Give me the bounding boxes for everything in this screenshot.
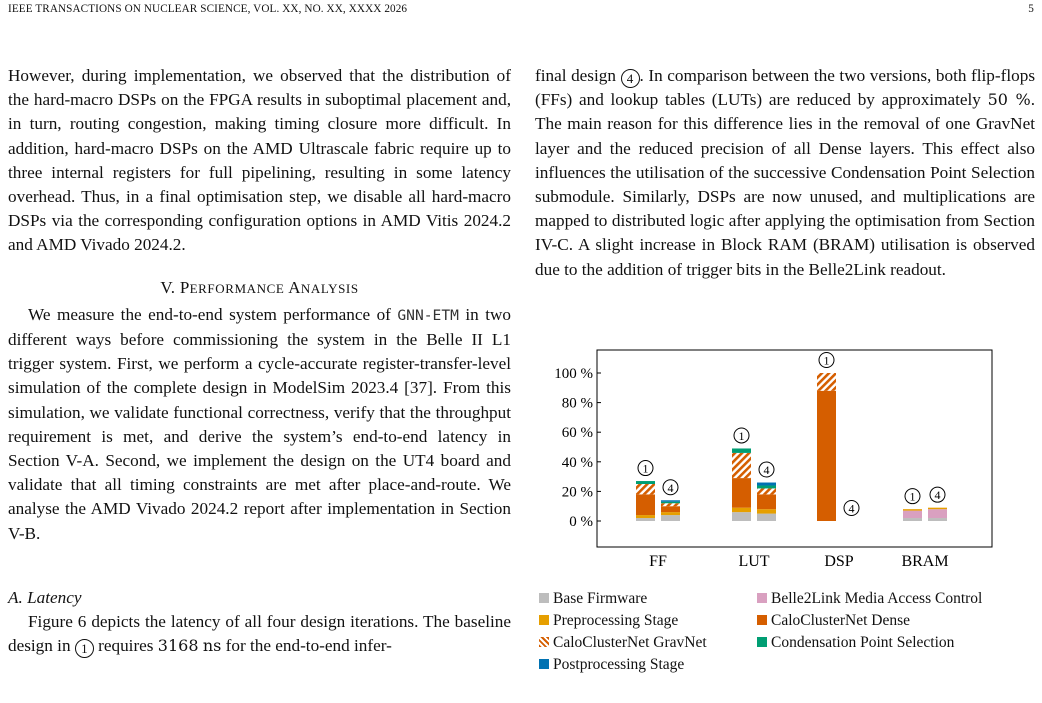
legend-item — [539, 588, 647, 610]
bar-segment — [928, 508, 947, 509]
bar-segment — [732, 448, 751, 452]
legend-swatch — [539, 593, 549, 603]
bar-segment — [661, 506, 680, 512]
subsection-heading: A. Latency — [8, 587, 82, 607]
bar-label: 4 — [848, 501, 855, 516]
y-tick-label: 20 % — [561, 484, 593, 501]
legend-label: Belle2Link Media Access Control — [771, 590, 983, 607]
bar-segment — [636, 484, 655, 494]
y-tick-label: 40 % — [561, 454, 593, 471]
bar-segment — [757, 494, 776, 509]
code-gnn-etm: GNN-ETM — [397, 306, 459, 324]
x-tick-label: LUT — [738, 553, 770, 570]
bar-segment — [636, 515, 655, 518]
bar-label: 4 — [667, 480, 674, 495]
right-column — [535, 64, 1035, 282]
running-header — [8, 3, 1034, 19]
legend-label: Base Firmware — [553, 590, 648, 607]
bar-segment — [732, 508, 751, 512]
bar-segment — [661, 503, 680, 506]
x-tick-label: DSP — [824, 553, 854, 570]
legend-label: CaloClusterNet GravNet — [553, 634, 707, 651]
y-tick-label: 60 % — [561, 425, 593, 442]
bar-segment — [732, 478, 751, 508]
legend-item — [757, 610, 910, 632]
bar-label: 4 — [763, 463, 770, 478]
legend-item — [539, 632, 707, 654]
y-tick-label: 0 % — [569, 514, 593, 530]
left-column — [8, 64, 511, 658]
y-tick-label: 80 % — [561, 395, 593, 412]
legend-swatch — [757, 593, 767, 603]
bar-segment — [732, 512, 751, 521]
bar-label: 1 — [909, 489, 916, 504]
x-tick-label: BRAM — [901, 553, 949, 570]
bar-segment — [928, 518, 947, 521]
paragraph-latency: Figure 6 depicts the latency of all four design iterations. The baseline design in 1 requires 3168 ns for the end-to-end infer- — [8, 612, 511, 657]
bar-label: 1 — [738, 428, 745, 443]
bar-segment — [903, 511, 922, 518]
resource-utilisation-chart — [535, 340, 1035, 585]
legend-swatch — [539, 637, 549, 647]
journal-header: IEEE TRANSACTIONS ON NUCLEAR SCIENCE, VOL. XX, NO. XX, XXXX 2026 — [8, 3, 408, 15]
bar-segment — [757, 485, 776, 488]
bar-segment — [903, 518, 922, 521]
page-number: 5 — [1028, 3, 1034, 15]
legend-swatch — [539, 659, 549, 669]
legend-label: Preprocessing Stage — [553, 612, 679, 629]
bar-label: 1 — [823, 353, 830, 368]
bar-segment — [757, 483, 776, 486]
paragraph-dsp-optimisation: However, during implementation, we observed that the distribution of the hard-macro DSPs on the FPGA results in suboptimal placement and, in turn, routing congestion, making timing closure more difficult. In addition, hard-macro DSPs on the AMD Ultrascale fabric require up to three internal registers for full pipelining, resulting in some latency overhead. Thus, in a final optimisation step, we disable all hard-macro DSPs via the corresponding configuration options in AMD Vitis 2024.2 and AMD Vivado 2024.2. — [8, 66, 511, 255]
section-heading: V. PERFORMANCE ANALYSIS — [160, 277, 359, 297]
bar-segment — [661, 515, 680, 521]
legend-swatch — [757, 615, 767, 625]
paragraph-resource-comparison: final design 4 . In comparison between the two versions, both flip-flops (FFs) and lookup tables (LUTs) are reduced by approximately 50 %. The main reason for this difference lies in the removal of one GravNet layer and the reduced precision of all Dense layers. This effect also influences the utilisation of the successive Condensation Point Selection submodule. Similarly, DSPs are now unused, and multiplications are mapped to distributed logic after applying the optimisation from Section IV-C. A slight increase in Block RAM (BRAM) utilisation is observed due to the addition of trigger bits in the Belle2Link readout. — [535, 66, 1036, 279]
legend-label: Condensation Point Selection — [771, 634, 955, 651]
bar-segment — [757, 488, 776, 494]
bar-label: 1 — [642, 461, 649, 476]
legend-item — [539, 654, 684, 676]
bar-segment — [636, 481, 655, 484]
x-tick-label: FF — [649, 553, 667, 570]
bar-segment — [928, 509, 947, 518]
bar-segment — [636, 494, 655, 515]
bar-segment — [661, 512, 680, 515]
section-number: V. — [160, 277, 176, 297]
bar-segment — [817, 391, 836, 521]
bar-segment — [757, 509, 776, 513]
legend-item — [757, 632, 954, 654]
bar-segment — [817, 373, 836, 391]
design-marker-4: 4 — [621, 69, 640, 88]
legend-swatch — [757, 637, 767, 647]
bar-segment — [661, 502, 680, 503]
bar-segment — [757, 514, 776, 521]
bar-segment — [661, 500, 680, 501]
bar-segment — [903, 509, 922, 510]
design-marker-1: 1 — [75, 639, 94, 658]
legend-swatch — [539, 615, 549, 625]
y-tick-label: 100 % — [554, 366, 593, 382]
legend-label: CaloClusterNet Dense — [771, 612, 911, 629]
bar-label: 4 — [934, 488, 941, 503]
paragraph-performance-intro: We measure the end-to-end system performance of GNN-ETM in two different ways before commissioning the system in the Belle II L1 trigger system. First, we perform a cycle-accurate register-transfer-level simulation of the complete design in ModelSim 2023.4 [37]. From this simulation, we validate functional correctness, verify that the throughput requirement is met, and derive the system’s end-to-end latency in Section V-A. Second, we implement the design on the UT4 board and validate that all timing constraints are met after place-and-route. We analyse the AMD Vivado 2024.2 report after implementation in Section V-B. — [8, 304, 512, 543]
bar-segment — [636, 518, 655, 521]
bar-segment — [732, 453, 751, 478]
legend-item — [539, 610, 678, 632]
legend-label: Postprocessing Stage — [553, 656, 685, 673]
legend-item — [757, 588, 982, 610]
